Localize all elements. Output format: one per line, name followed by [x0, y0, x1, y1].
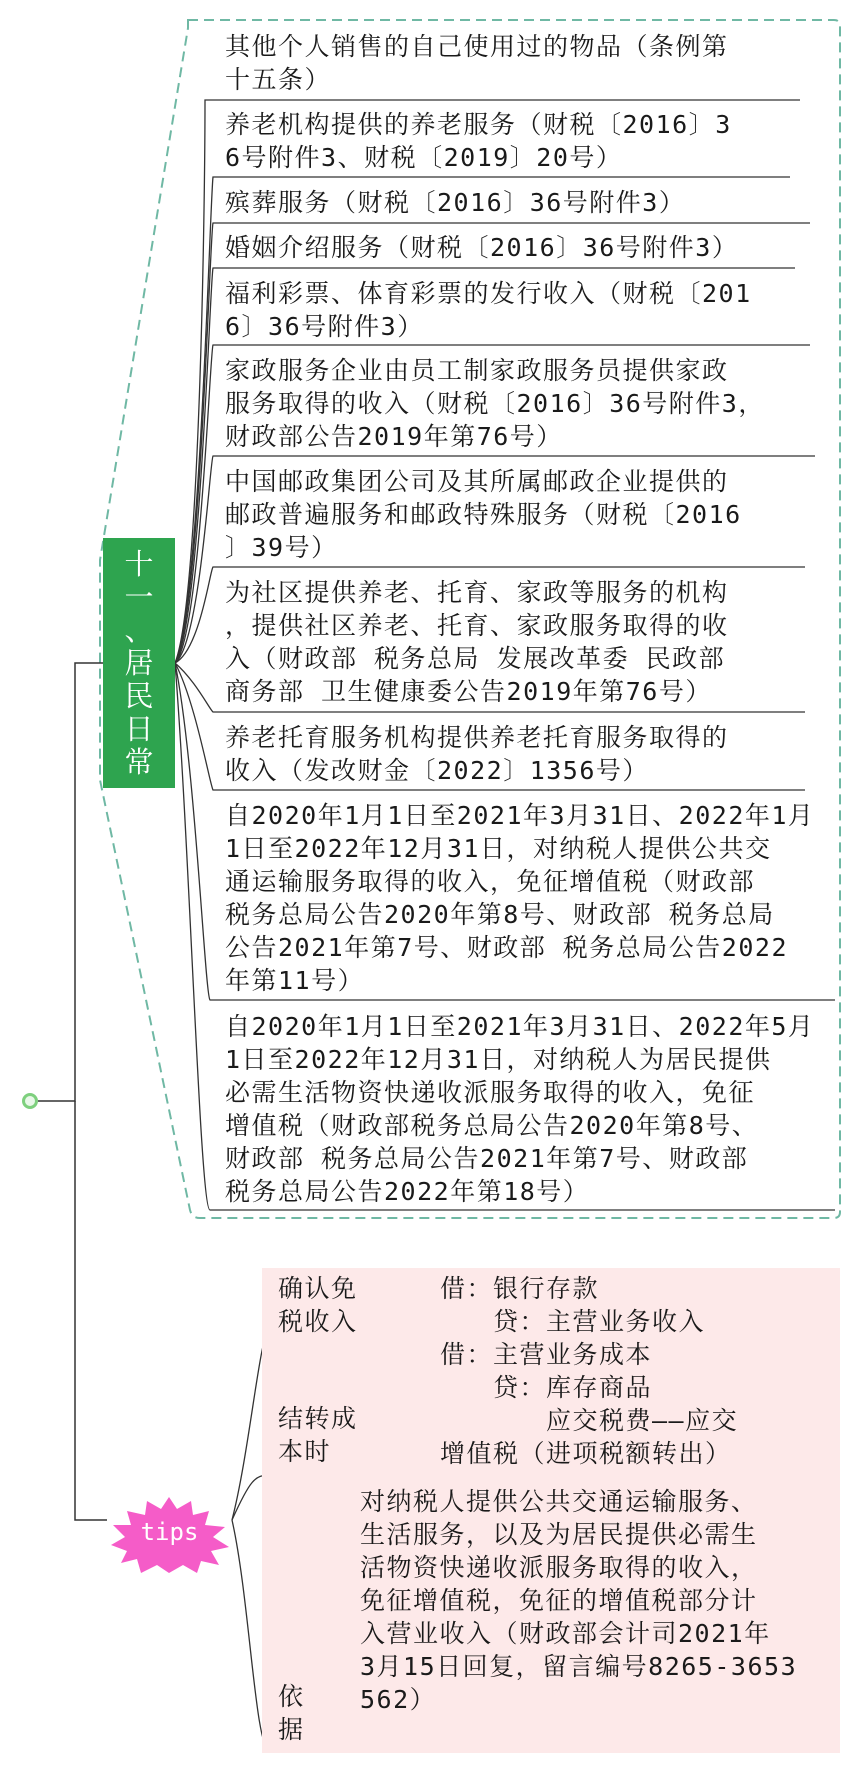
- exempt-item-6: 中国邮政集团公司及其所属邮政企业提供的 邮政普遍服务和邮政特殊服务（财税〔2016 〕39号）: [225, 467, 742, 562]
- exempt-item-10: 自2020年1月1日至2021年3月31日、2022年5月 1日至2022年12月31日，对纳税人为居民提供 必需生活物资快递收派服务取得的收入，免征 增值税（财政部税务总局公告2020年第8号、 财政部 税务总局公告2021年第7号、财政部 税务总局公告2022年第18号）: [225, 1012, 815, 1206]
- tips-row-2-content: 对纳税人提供公共交通运输服务、 生活服务，以及为居民提供必需生 活物资快递收派服务取得的收入， 免征增值税，免征的增值税部分计 入营业收入（财政部会计司2021年 3月15日回复，留言编号8265-3653 562）: [360, 1487, 798, 1714]
- exempt-item-1: 养老机构提供的养老服务（财税〔2016〕3 6号附件3、财税〔2019〕20号）: [225, 110, 732, 172]
- category-char: 十: [124, 547, 154, 581]
- exempt-item-7: 为社区提供养老、托育、家政等服务的机构 ，提供社区养老、托育、家政服务取得的收 入（财政部 税务总局 发展改革委 民政部 商务部 卫生健康委公告2019年第76号）: [225, 578, 729, 706]
- category-char: 一: [124, 580, 154, 614]
- exempt-item-0: 其他个人销售的自己使用过的物品（条例第 十五条）: [225, 32, 729, 94]
- category-char: 民: [124, 679, 154, 713]
- root-node[interactable]: [22, 1093, 38, 1109]
- exempt-item-4: 福利彩票、体育彩票的发行收入（财税〔201 6〕36号附件3）: [225, 279, 752, 341]
- category-char: 日: [124, 712, 154, 746]
- category-char: 、: [124, 613, 154, 647]
- tips-row-1-content: 借：主营业务成本 贷：库存商品 应交税费——应交 增值税（进项税额转出）: [440, 1340, 739, 1468]
- exempt-item-5: 家政服务企业由员工制家政服务员提供家政 服务取得的收入（财税〔2016〕36号附件3， 财政部公告2019年第76号）: [225, 356, 765, 451]
- exempt-item-3: 婚姻介绍服务（财税〔2016〕36号附件3）: [225, 233, 739, 262]
- category-char: 常: [124, 745, 154, 779]
- exempt-item-9: 自2020年1月1日至2021年3月31日、2022年1月 1日至2022年12月31日，对纳税人提供公共交 通运输服务取得的收入，免征增值税（财政部 税务总局公告2020年第8号、财政部 税务总局 公告2021年第7号、财政部 税务总局公告2022 年第11号）: [225, 801, 815, 995]
- tips-row-1-label: 结转成 本时: [278, 1404, 358, 1466]
- tips-badge-label: tips: [140, 1518, 199, 1546]
- tips-row-0-content: 借：银行存款 贷：主营业务收入: [440, 1274, 706, 1336]
- tips-row-2-label: 依 据: [278, 1682, 305, 1744]
- category-node[interactable]: [103, 538, 175, 788]
- exempt-item-8: 养老托育服务机构提供养老托育服务取得的 收入（发改财金〔2022〕1356号）: [225, 723, 729, 785]
- tips-row-0-label: 确认免 税收入: [278, 1274, 358, 1336]
- category-char: 居: [124, 646, 154, 680]
- exempt-item-2: 殡葬服务（财税〔2016〕36号附件3）: [225, 188, 686, 217]
